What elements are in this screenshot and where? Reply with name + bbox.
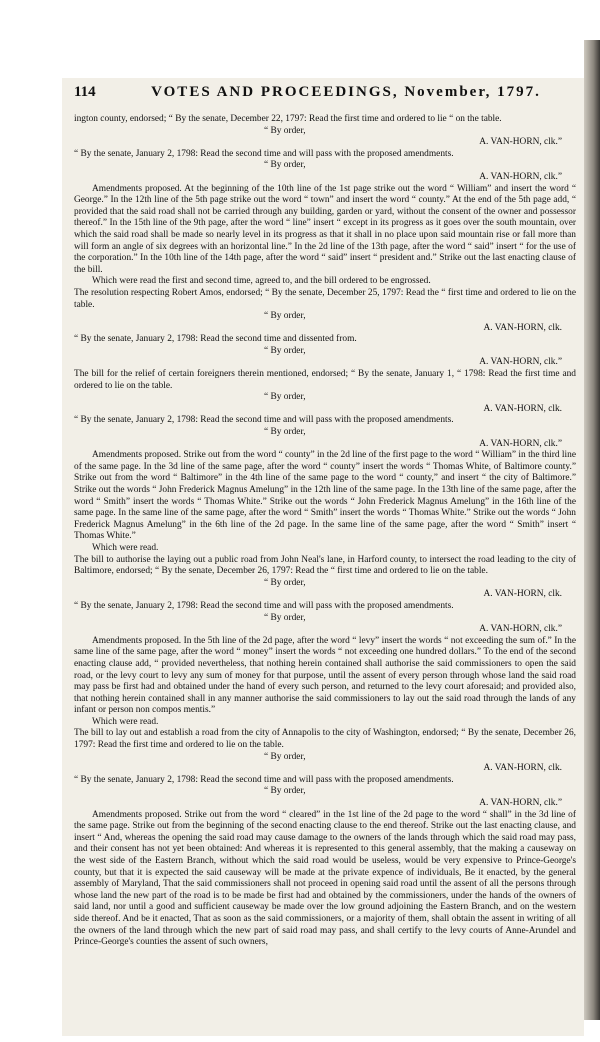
by-order-line: “ By order,	[264, 160, 306, 171]
paragraph: Amendments proposed. At the beginning of the 10th line of the 1st page strike out the word “ William” and insert the word “ George.” In the 12th line of the 5th page strike out the word “ town” and insert the word “ county.” At the end of the 5th page add, “ provided that the said road shall not be carried through any building, garden or yard, without the consent of the owner and possessor thereof.” In the 15th line of the 9th page, after the word “ line” insert “ except in its progress as it goes over the south mountain, over which the said road shall be made so nearly level in its progress as that it shall in no place upon said mountain rise or fall more than will form an angle of six degrees with an horizontal line.” In the 2d line of the 13th page, after the word “ said” insert “ for the use of the corporation.” In the 10th line of the 14th page, after the word “ said” insert “ president and.” Strike out the last enacting clause of the bill.	[74, 183, 576, 275]
by-order-line: “ By order,	[264, 751, 306, 762]
page-header	[74, 84, 578, 110]
paragraph: Amendments proposed. Strike out from the word “ county” in the 2d line of the first page to the word “ William” in the third line of the same page. In the 3d line of the same page, after the word “ county” insert the words “ Thomas White, of Baltimore county.” Strike out from the word “ Baltimore” in the 4th line of the same page to the word “ county,” and insert “ the city of Baltimore.” Strike out the words “ John Frederick Magnus Amelung” in the 12th line of the same page. In the 13th line of the same page, after the word “ Smith” insert the words “ Thomas White.” Strike out the words “ John Frederick Magnus Amelung” in the 16th line of the same page. In the same line of the same page, after the word “ Smith” insert the words “ Thomas White.” Strike out the words “ John Frederick Magnus Amelung” in the 6th line of the 2d page. In the same line of the same page, after the word “ Smith” insert “ Thomas White.”	[74, 450, 576, 542]
clerk-signature: A. VAN-HORN, clk.”	[479, 171, 562, 182]
by-order-line: “ By order,	[264, 311, 306, 322]
by-order-line: “ By order,	[264, 345, 306, 356]
paragraph: Amendments proposed. Strike out from the word “ cleared” in the 1st line of the 2d page to the word “ shall” in the 3d line of the same page. Strike out from the beginning of the second enacting clause to the end thereof. Strike out the last enacting clause, and insert “ And, whereas the opening the said road may cause damage to the owners of the lands through which the said road may pass, and their consent has not yet been obtained: And whereas it is represented to this general assembly, that the making a causeway on the west side of the Eastern Branch, without which the said road would be useless, would be very expensive to Prince-George's county, but that it is expected the said causeway will be made at the private expence of individuals, Be it enacted, by the general assembly of Maryland, That the said commissioners shall not proceed in opening said road until the assent of all the persons through whose land the new part of the road is to be made be first had and obtained by the commissioners, under the hands of the owners of said land, nor until a good and sufficient causeway be made over the low ground adjoining the Eastern Branch, and on the western side thereof. And be it enacted, That as soon as the said commissioners, or a majority of them, shall obtain the assent in writing of all the owners of the land through which the new part of said road may pass, and shall certify to the levy courts of Anne-Arundel and Prince-George's counties the assent of such owners,	[74, 809, 576, 948]
body-text	[74, 114, 576, 1036]
by-order-line: “ By order,	[264, 612, 306, 623]
clerk-signature: A. VAN-HORN, clk.”	[479, 438, 562, 449]
running-title: VOTES AND PROCEEDINGS, November, 1797.	[151, 84, 541, 100]
binding-shadow	[584, 40, 600, 1020]
clerk-signature: A. VAN-HORN, clk.	[483, 322, 562, 333]
clerk-signature: A. VAN-HORN, clk.”	[479, 137, 562, 148]
by-order-line: “ By order,	[264, 392, 306, 403]
paragraph: The bill to authorise the laying out a public road from John Neal's lane, in Harford county, to intersect the road leading to the city of Baltimore, endorsed; “ By the senate, December 26, 1797: Read the “ first time and ordered to lie on the table.	[74, 554, 576, 577]
by-order-line: “ By order,	[264, 577, 306, 588]
paragraph: Amendments proposed. In the 5th line of the 2d page, after the word “ levy” insert the words “ not exceeding the sum of.” In the same line of the same page, after the word “ money” insert the words “ not exceeding one hundred dollars.” To the end of the second enacting clause add, “ provided nevertheless, that nothing herein contained shall authorise the said commissioners to open the said road, or the levy court to levy any sum of money for that purpose, until the assent of every person through whose land the said road may pass be first had and obtained under the hand of every such person, and returned to the levy court aforesaid; and provided also, that nothing herein contained shall in any manner authorise the said commissioners to lay out the said road through the lands of any infant or person non compos mentis.”	[74, 635, 576, 716]
document-page	[62, 78, 584, 1036]
clerk-signature: A. VAN-HORN, clk.”	[479, 624, 562, 635]
clerk-signature: A. VAN-HORN, clk.	[483, 403, 562, 414]
paragraph: Which were read.	[92, 716, 159, 727]
clerk-signature: A. VAN-HORN, clk.”	[479, 357, 562, 368]
paragraph: The bill for the relief of certain foreigners therein mentioned, endorsed; “ By the senate, January 1, “ 1798: Read the first time and ordered to lie on the table.	[74, 369, 576, 391]
by-order-line: “ By order,	[264, 125, 306, 136]
paragraph: “ By the senate, January 2, 1798: Read the second time and dissented from.	[74, 334, 357, 345]
page-number: 114	[74, 84, 96, 100]
paragraph: “ By the senate, January 2, 1798: Read the second time and will pass with the proposed amendments.	[74, 148, 454, 159]
clerk-signature: A. VAN-HORN, clk.	[483, 763, 562, 774]
paragraph: “ By the senate, January 2, 1798: Read the second time and will pass with the proposed amendments.	[74, 774, 454, 785]
paragraph: “ By the senate, January 2, 1798: Read the second time and will pass with the proposed amendments.	[74, 600, 454, 611]
clerk-signature: A. VAN-HORN, clk.	[483, 589, 562, 600]
clerk-signature: A. VAN-HORN, clk.”	[479, 798, 562, 809]
by-order-line: “ By order,	[264, 786, 306, 797]
paragraph: The bill to lay out and establish a road from the city of Annapolis to the city of Washington, endorsed; “ By the senate, December 26, 1797: Read the first time and ordered to lie on the table.	[74, 728, 576, 751]
paragraph: “ By the senate, January 2, 1798: Read the second time and will pass with the proposed amendments.	[74, 415, 454, 426]
by-order-line: “ By order,	[264, 427, 306, 438]
paragraph: The resolution respecting Robert Amos, endorsed; “ By the senate, December 25, 1797: Read the “ first time and ordered to lie on the table.	[74, 287, 576, 310]
paragraph: Which were read the first and second time, agreed to, and the bill ordered to be engrossed.	[92, 276, 431, 287]
paragraph: ington county, endorsed; “ By the senate, December 22, 1797: Read the first time and ordered to lie “ on the table.	[74, 114, 502, 124]
paragraph: Which were read.	[92, 542, 159, 553]
